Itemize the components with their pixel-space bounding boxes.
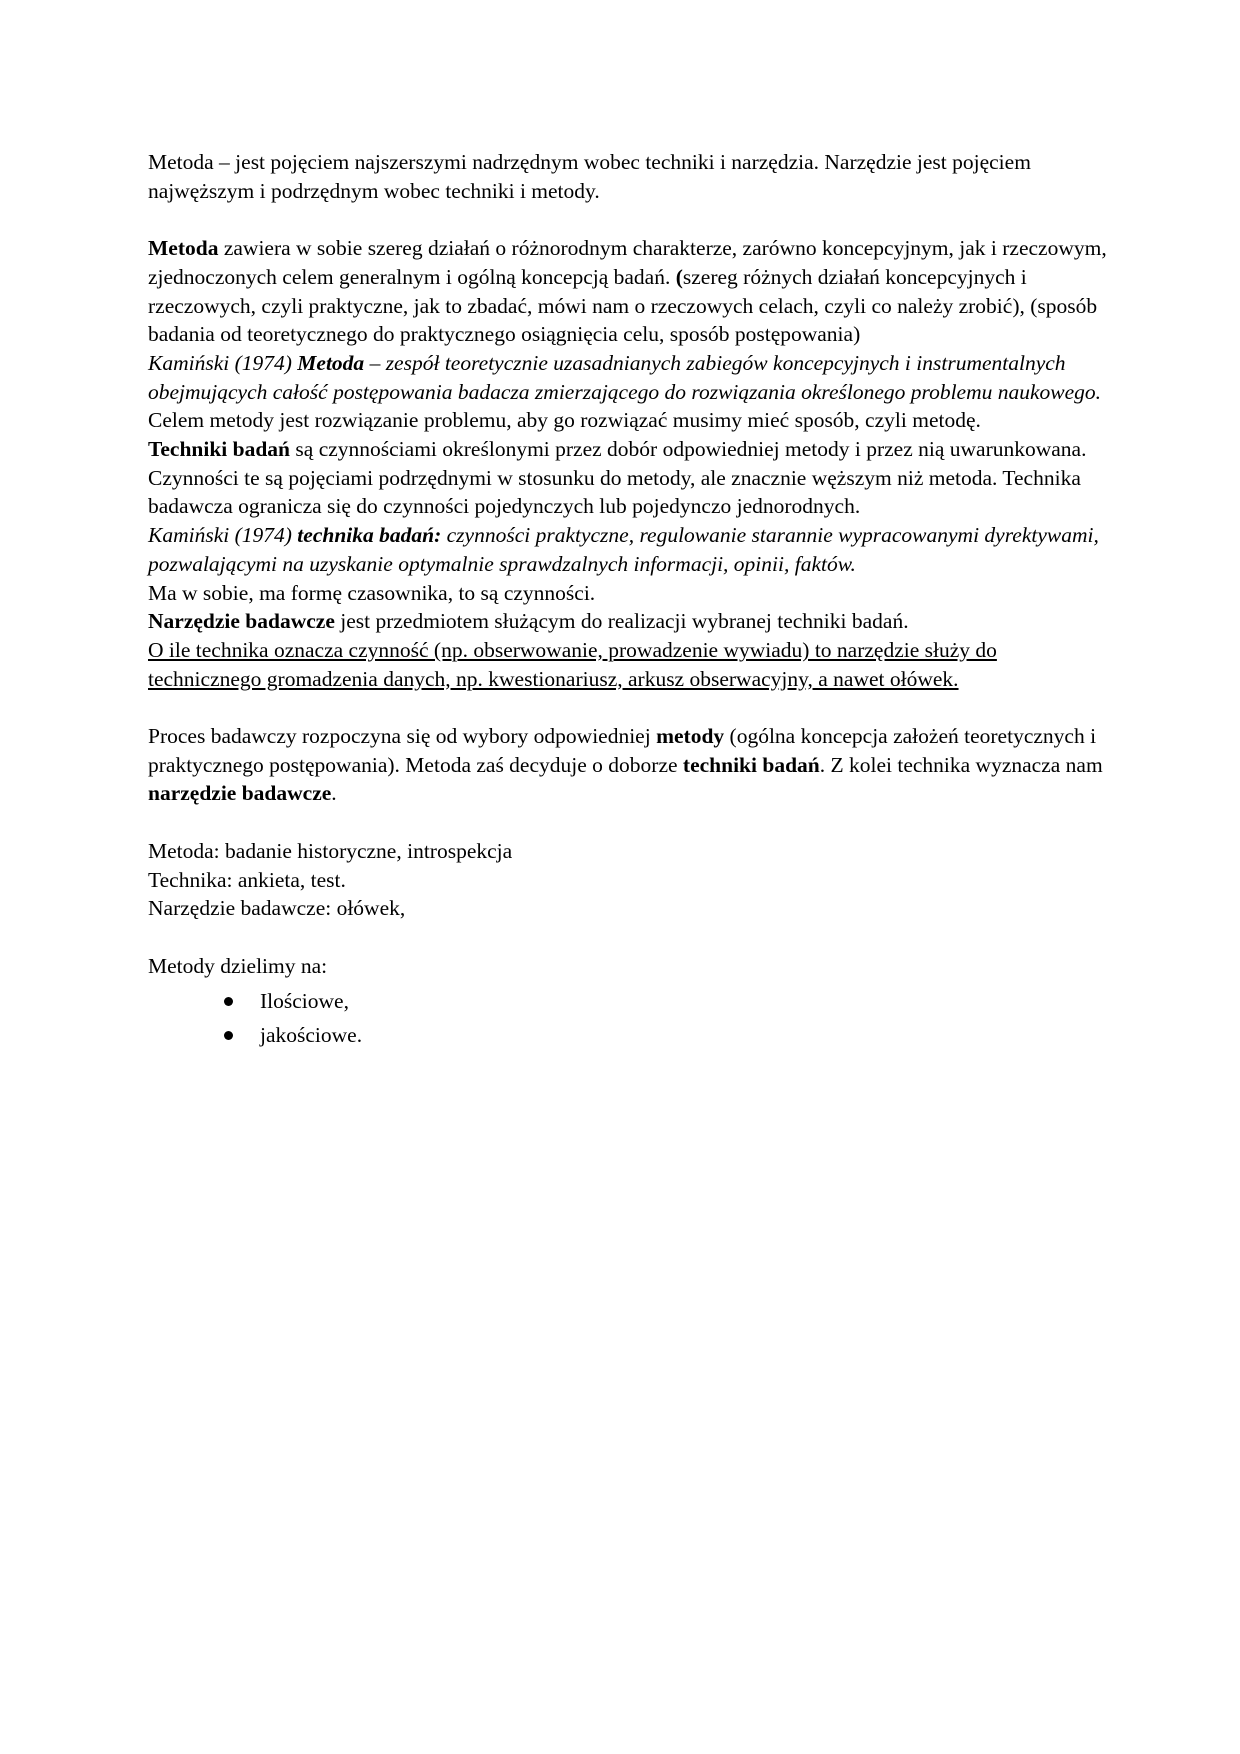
division-list <box>148 984 1108 1052</box>
forma-paragraph: Ma w sobie, ma formę czasownika, to są czynności. <box>148 580 596 605</box>
bullet-icon <box>224 1031 233 1040</box>
kaminski-technika-term: technika badań: <box>297 523 442 548</box>
proces-bold-narzedzie: narzędzie badawcze <box>148 781 332 806</box>
list-item <box>148 1018 1108 1052</box>
proces-paragraph <box>148 722 1108 808</box>
kaminski-technika-text: czynności praktyczne, regulowanie starannie wypracowanymi dyrektywami, pozwalającymi na uzyskanie optymalnie sprawdzalnych informacji, opinii, faktów. <box>148 523 1099 576</box>
example-technika: Technika: ankieta, test. <box>148 867 346 892</box>
narzedzie-term: Narzędzie badawcze <box>148 609 335 634</box>
proces-bold-metody: metody <box>656 724 725 749</box>
paragraph-spacer <box>148 923 1108 952</box>
paragraph-spacer <box>148 808 1108 837</box>
paragraph-spacer <box>148 205 1108 234</box>
kaminski-metoda-text: – zespół teoretycznie uzasadnianych zabiegów koncepcyjnych i instrumentalnych obejmujących całość postępowania badacza zmierzającego do rozwiązania określonego problemu naukowego. <box>148 350 1102 404</box>
kaminski-technika-definition <box>148 521 1108 578</box>
list-item <box>148 984 1108 1018</box>
kaminski-metoda-term: Metoda <box>297 350 365 375</box>
bullet-icon <box>224 997 233 1006</box>
narzedzie-text: jest przedmiotem służącym do realizacji wybranej techniki badań. <box>334 609 909 634</box>
metoda-term: Metoda <box>148 236 219 261</box>
example-metoda: Metoda: badanie historyczne, introspekcja <box>148 838 513 863</box>
proces-text-1: Proces badawczy rozpoczyna się od wybory odpowiedniej <box>148 724 657 749</box>
division-heading: Metody dzielimy na: <box>148 953 328 978</box>
techniki-text: są czynnościami określonymi przez dobór odpowiedniej metody i przez nią uwarunkowana. Czynności te są pojęciami podrzędnymi w stosunku do metody, ale znacznie węższym niż metoda. Technika badawcza ogranicza się do czynności pojedynczych lub pojedynczo jednorodnych. <box>148 437 1087 519</box>
metoda-text: zawiera w sobie szereg działań o różnorodnym charakterze, zarówno koncepcyjnym, jak i rzeczowym, zjednoczonych celem generalnym i ogólną koncepcją badań. <box>148 236 1107 289</box>
narzedzie-underlined-paragraph: O ile technika oznacza czynność (np. obserwowanie, prowadzenie wywiadu) to narzędzie służy do technicznego gromadzenia danych, np. kwestionariusz, arkusz obserwacyjny, a nawet ołówek. <box>148 637 997 691</box>
kaminski-metoda-definition <box>148 349 1108 406</box>
cel-paragraph: Celem metody jest rozwiązanie problemu, aby go rozwiązać musimy mieć sposób, czyli metodę. <box>148 408 981 433</box>
metoda-paragraph <box>148 234 1108 349</box>
metoda-text-continued: szereg różnych działań koncepcyjnych i rzeczowych, czyli praktyczne, jak to zbadać, mówi nam o rzeczowych celach, czyli co należy zrobić), (sposób badania od teoretycznego do praktycznego osiągnięcia celu, sposób postępowania) <box>148 264 1098 347</box>
techniki-paragraph <box>148 435 1108 521</box>
list-item-label: Ilościowe, <box>260 989 349 1014</box>
proces-bold-techniki: techniki badań <box>682 752 820 777</box>
paragraph-spacer <box>148 693 1108 722</box>
list-item-label: jakościowe. <box>260 1023 363 1048</box>
kaminski-metoda-author: Kamiński (1974) <box>148 350 298 375</box>
narzedzie-paragraph <box>148 607 1108 636</box>
proces-text-3: . Z kolei technika wyznacza nam <box>819 752 1103 777</box>
proces-text-4: . <box>331 781 337 806</box>
document-body <box>148 148 1108 1052</box>
techniki-term: Techniki badań <box>148 437 291 462</box>
intro-paragraph: Metoda – jest pojęciem najszerszymi nadrzędnym wobec techniki i narzędzia. Narzędzie jest pojęciem najwęższym i podrzędnym wobec techniki i metody. <box>148 150 1031 203</box>
kaminski-technika-author: Kamiński (1974) <box>148 523 298 548</box>
example-narzedzie: Narzędzie badawcze: ołówek, <box>148 896 406 921</box>
proces-text-2: (ogólna koncepcja założeń teoretycznych i praktycznego postępowania). Metoda zaś decyduje o doborze <box>148 724 1097 777</box>
metoda-paren: ( <box>675 264 683 289</box>
